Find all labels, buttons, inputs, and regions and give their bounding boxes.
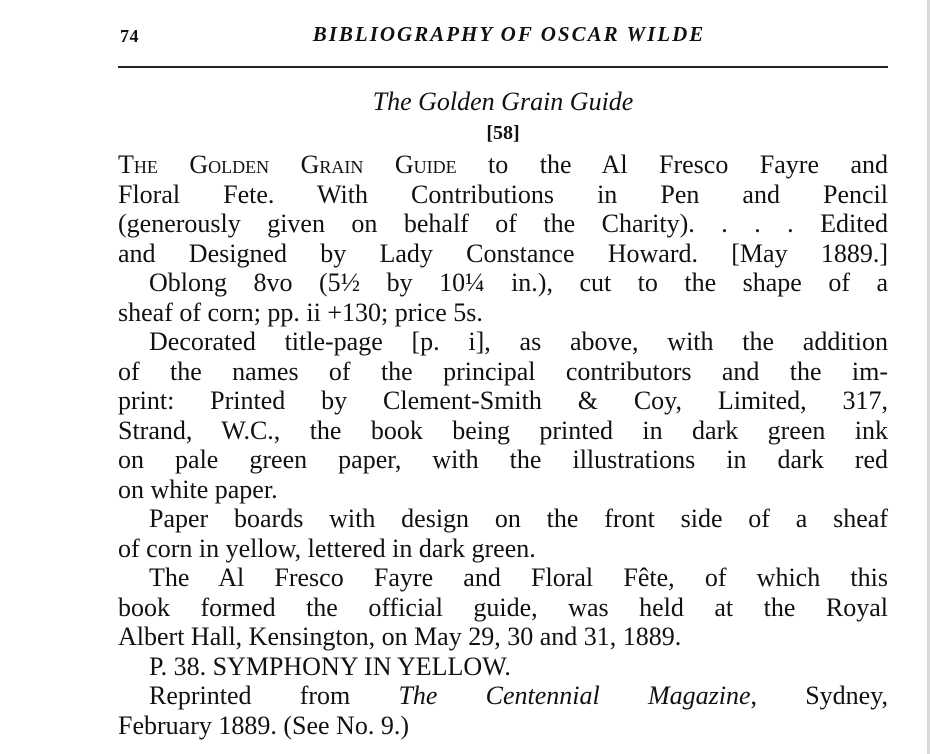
magazine-title-italic: The Centennial Magazine — [398, 681, 751, 710]
text-line: Floral Fete. With Contributions in Pen and Pencil — [118, 179, 888, 209]
text-line: Decorated title-page [p. i], as above, with the addition — [149, 327, 888, 356]
text-line: sheaf of corn; pp. ii +130; price 5s. — [118, 297, 483, 327]
text-line: and Designed by Lady Constance Howard. [May 1889.] — [118, 238, 888, 268]
text-line: on pale green paper, with the illustrations in dark red — [118, 445, 888, 474]
text-line — [118, 150, 888, 180]
text-line: February 1889. (See No. 9.) — [118, 710, 409, 740]
text-line: (generously given on behalf of the Charity). . . . Edited — [118, 209, 888, 238]
text-span: to the Al Fresco Fayre and — [456, 150, 889, 179]
text-span: Reprinted from — [149, 681, 399, 710]
text-line: print: Printed by Clement-Smith & Coy, Limited, 317, — [118, 386, 888, 415]
book-title-smallcaps: The Golden Grain Guide — [118, 150, 457, 179]
entry-title: The Golden Grain Guide — [372, 87, 634, 116]
text-line: Paper boards with design on the front side of a sheaf — [149, 504, 888, 533]
text-span: , Sydney, — [750, 681, 889, 710]
page-header — [120, 18, 888, 54]
text-line: Strand, W.C., the book being printed in dark green ink — [118, 415, 888, 445]
running-head: BIBLIOGRAPHY OF OSCAR WILDE — [312, 22, 706, 46]
header-rule — [118, 66, 888, 68]
text-line: book formed the official guide, was held at the Royal — [118, 592, 888, 622]
text-line: of corn in yellow, lettered in dark green. — [118, 533, 536, 563]
text-line: Albert Hall, Kensington, on May 29, 30 and 31, 1889. — [118, 622, 682, 651]
text-line: of the names of the principal contributors and the im- — [118, 356, 888, 386]
text-line: on white paper. — [118, 474, 278, 504]
text-line: The Al Fresco Fayre and Floral Fête, of which this — [149, 563, 888, 592]
text-line: Oblong 8vo (5½ by 10¼ in.), cut to the shape of a — [149, 268, 888, 297]
text-line — [118, 681, 888, 711]
entry-body — [118, 150, 888, 740]
text-line: P. 38. SYMPHONY IN YELLOW. — [149, 651, 511, 681]
entry-number: [58] — [486, 122, 520, 144]
page-number: 74 — [120, 26, 139, 46]
